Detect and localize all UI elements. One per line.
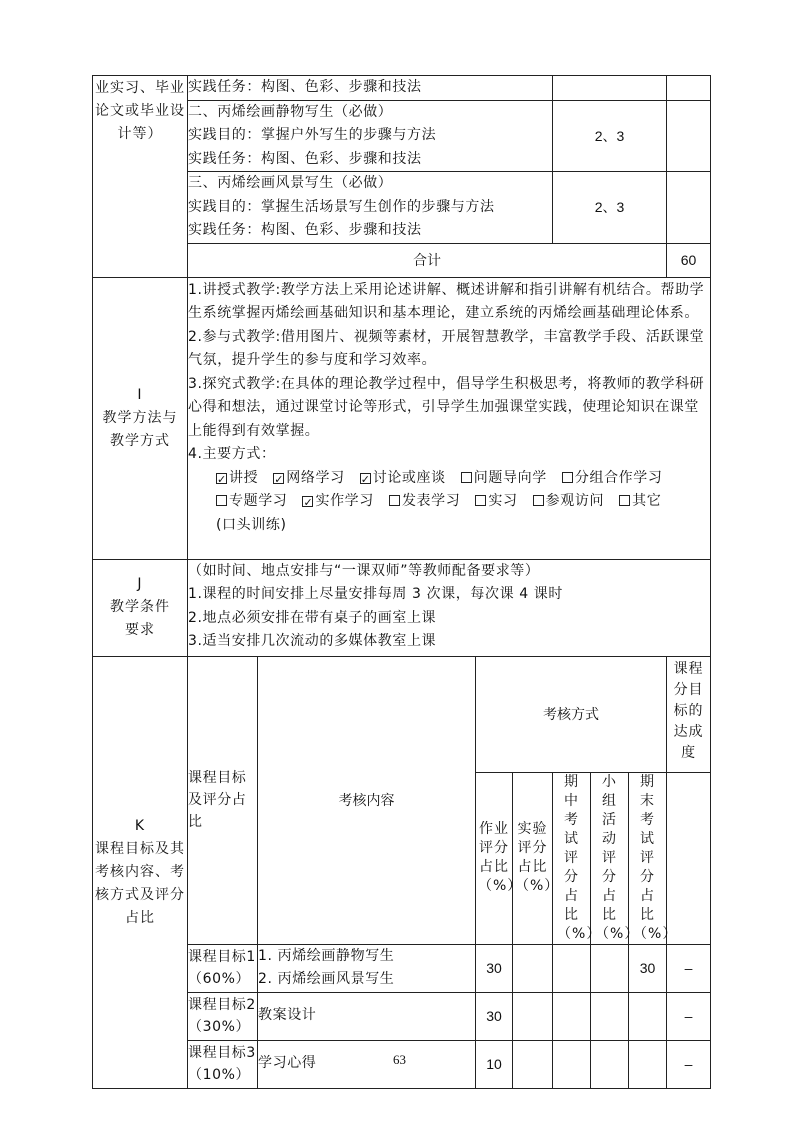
teaching-methods [188,277,711,559]
header-text: 期中考试评分占比（%） [557,773,602,942]
val-2-group [591,992,629,1040]
mode-other[interactable] [619,493,661,509]
subheader-blank [667,772,711,944]
header-goal [188,656,258,944]
val-1-final [629,944,667,992]
val-2-midterm [553,992,591,1040]
checkbox-empty-icon[interactable] [389,495,400,506]
mode-label: 实作学习 [315,493,374,509]
content-2 [258,992,476,1040]
subheader-lab [513,772,560,944]
mode-practice[interactable] [302,493,373,509]
val-2-final [629,992,667,1040]
page-number: 63 [393,1052,406,1067]
value-text: 30 [639,960,656,976]
val-1-homework [476,944,513,992]
syllabus-table [92,75,711,1089]
modes-row-1 [188,467,710,491]
header-text: 课程目标及评分占比 [188,770,247,830]
content-line: 1. 丙烯绘画静物写生 [258,947,395,964]
header-text: 作业评分占比（%） [478,821,523,894]
value-text: 30 [486,1008,502,1024]
value-text: 30 [486,960,502,976]
mode-lecture[interactable] [216,470,258,486]
val-1-midterm [553,944,591,992]
mode-label: 发表学习 [401,493,461,509]
header-text: 期末考试评分占比（%） [633,773,678,942]
header-achievement [667,656,711,772]
subheader-final [629,772,678,944]
syllabus-page [92,75,710,1089]
practice-row-0 [188,76,553,101]
category-label [93,76,188,278]
content-1 [258,944,476,992]
checkbox-checked-icon[interactable]: ✓ [360,472,371,486]
teaching-conditions [188,559,711,656]
practice-line: 实践目的：掌握生活场景写生创作的步骤与方法 [188,198,495,215]
mode-label: 讨论或座谈 [372,469,446,486]
val-2-lab [513,992,553,1040]
total-value-text: 60 [680,252,697,268]
condition-line: 1.课程的时间安排上尽量安排每周 3 次课，每次课 4 课时 [188,586,563,602]
condition-line: 2.地点必须安排在带有桌子的画室上课 [188,609,437,626]
section-letter: K [134,817,146,834]
section-title: 教学方法与教学方式 [102,409,178,449]
checkbox-empty-icon[interactable] [475,495,486,506]
practice-row-1 [188,100,553,172]
goal-text: 课程目标3（10%） [188,1045,256,1083]
method-paragraph: 2.参与式教学:借用图片、视频等素材，开展智慧教学，丰富教学手段、活跃课堂气氛，提升学生的参与度和学习效率。 [188,328,705,368]
header-content [258,656,476,944]
section-i-label [93,277,188,559]
checkbox-checked-icon[interactable]: ✓ [274,472,285,486]
header-text: 实验评分占比（%） [515,821,560,894]
checkbox-empty-icon[interactable] [533,495,544,506]
header-text: 课程分目标的达成度 [673,660,704,761]
method-paragraph: 4.主要方式： [188,446,276,462]
goal-text: 课程目标1（60%） [188,949,256,987]
practice-line: 实践任务：构图、色彩、步骤和技法 [188,150,422,167]
header-text: 小组活动评分占比（%） [595,773,640,942]
method-paragraph: 1.讲授式教学:教学方法上采用论述讲解、概述讲解和指引讲解有机结合。帮助学生系统掌握丙烯绘画基础知识和基本理论，建立系统的丙烯绘画基础理论体系。 [188,281,705,321]
goal-2 [188,992,258,1040]
header-text: 考核内容 [338,793,395,809]
practice-hours-1 [667,100,711,172]
mode-label: 分组合作学习 [574,469,663,486]
section-letter: J [137,576,143,592]
mode-label: 讲授 [229,469,259,486]
checkbox-empty-icon[interactable] [619,495,630,506]
section-title: 课程目标及其考核内容、考核方式及评分占比 [95,840,185,926]
subheader-group [591,772,640,944]
header-text: 考核方式 [543,707,600,723]
mode-label: 问题导向学 [473,469,547,486]
checkbox-empty-icon[interactable] [562,472,573,483]
header-method [476,656,667,772]
achieve-1 [667,944,711,992]
practice-line: 三、丙烯绘画风景写生（必做） [188,175,393,191]
method-paragraph: 3.探究式教学:在具体的理论教学过程中，倡导学生积极思考，将教师的教学科研心得和想法，通过课堂讨论等形式，引导学生加强课堂实践，使理论知识在课堂上能得到有效掌握。 [188,375,705,439]
goal-text: 课程目标2（30%） [188,997,256,1035]
mode-presentation[interactable] [389,493,460,509]
practice-row-2 [188,172,553,244]
total-label [188,243,667,277]
practice-goal-0 [553,76,667,101]
checkbox-empty-icon[interactable] [216,495,227,506]
mode-label: 实习 [488,493,518,509]
practice-goal-2 [553,172,667,244]
practice-hours-2 [667,172,711,244]
achieve-text: – [684,1056,693,1072]
condition-line: （如时间、地点安排与“一课双师”等教师配备要求等） [188,562,540,579]
practice-line: 实践任务：构图、色彩、步骤和技法 [188,79,422,95]
practice-hours-0 [667,76,711,101]
mode-label: 网络学习 [286,469,345,486]
content-line: 学习心得 [258,1055,317,1072]
checkbox-checked-icon[interactable]: ✓ [303,496,314,509]
mode-group[interactable] [562,470,663,486]
goal-1 [188,944,258,992]
mode-discussion[interactable] [360,470,446,486]
value-text: 10 [486,1056,502,1072]
practice-line: 实践目的：掌握户外写生的步骤与方法 [188,127,437,143]
mode-internship[interactable] [475,493,517,509]
checkbox-checked-icon[interactable]: ✓ [217,472,227,486]
mode-label: 其它 [632,493,662,509]
val-2-homework [476,992,513,1040]
val-1-lab [513,944,553,992]
content-line: 2. 丙烯绘画风景写生 [258,971,395,987]
section-letter: I [137,386,143,403]
category-label-text: 业实习、毕业论文或毕业设计等） [95,80,185,142]
section-title: 教学条件要求 [110,599,170,638]
val-1-group [591,944,629,992]
mode-problem[interactable] [461,470,547,486]
checkbox-empty-icon[interactable] [461,472,472,483]
section-j-label [93,559,188,656]
mode-label: 参观访问 [545,493,605,509]
total-label-text: 合计 [413,253,442,269]
modes-row-2 [188,490,710,514]
mode-label: 专题学习 [229,493,288,509]
other-note: (口头训练) [216,516,287,533]
condition-line: 3.适当安排几次流动的多媒体教室上课 [188,633,437,649]
mode-online[interactable] [273,470,344,486]
practice-line: 实践任务：构图、色彩、步骤和技法 [188,222,422,238]
goal-text: 2、3 [594,199,625,216]
achieve-text: – [684,1008,693,1024]
mode-topic[interactable] [216,493,287,509]
achieve-text: – [684,960,693,976]
content-line: 教案设计 [258,1007,317,1024]
goal-text: 2、3 [594,127,625,144]
section-k-label [93,656,188,1088]
practice-line: 二、丙烯绘画静物写生（必做） [188,103,393,120]
mode-visit[interactable] [533,493,604,509]
subheader-midterm [553,772,602,944]
practice-goal-1 [553,100,667,172]
achieve-2 [667,992,711,1040]
total-value [667,243,711,277]
subheader-homework [476,772,523,944]
